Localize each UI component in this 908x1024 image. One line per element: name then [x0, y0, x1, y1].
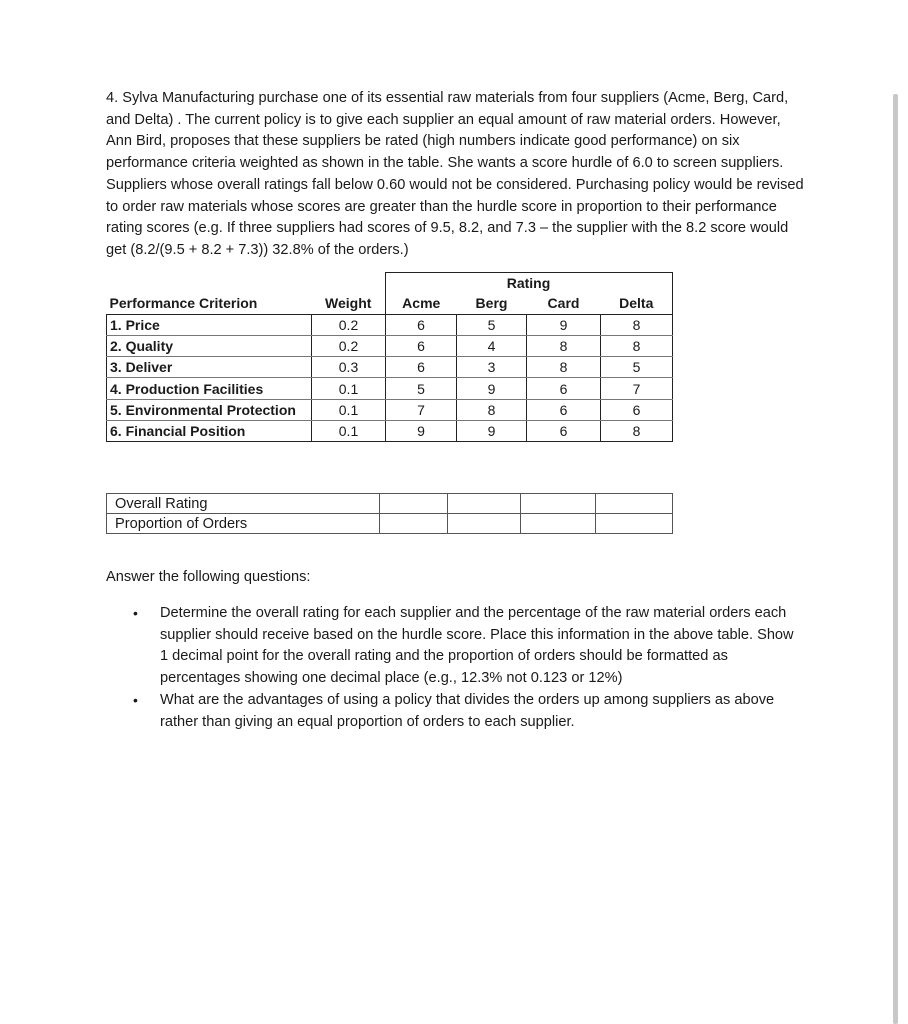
table-row [107, 357, 673, 378]
berg-cell: 9 [457, 378, 527, 399]
scrollbar[interactable] [893, 94, 898, 1024]
card-cell: 8 [527, 357, 601, 378]
berg-cell: 8 [457, 399, 527, 420]
empty-answer-cell [596, 494, 673, 514]
acme-cell: 5 [386, 378, 457, 399]
empty-answer-cell [380, 514, 448, 534]
table-row [107, 421, 673, 442]
rating-group-label: Rating [457, 273, 601, 294]
column-header-row [107, 293, 673, 314]
acme-cell: 9 [386, 421, 457, 442]
berg-cell: 5 [457, 314, 527, 335]
table-row [107, 378, 673, 399]
weight-cell: 0.2 [312, 314, 386, 335]
criterion-cell: 4. Production Facilities [107, 378, 312, 399]
empty-answer-cell [448, 494, 521, 514]
header-card: Card [547, 295, 580, 312]
delta-cell: 8 [601, 421, 673, 442]
acme-cell: 6 [386, 357, 457, 378]
rating-header-row [107, 273, 673, 294]
proportion-row [107, 514, 673, 534]
question-text: Determine the overall rating for each supplier and the percentage of the raw material orders each supplier should receive based on the hurdle score. Place this information in the above table. Show 1 decimal point for the overall rating and the proportion of orders should be formatted as percentages showing one decimal place (e.g., 12.3% not 0.123 or 12%) [160, 605, 794, 687]
header-delta: Delta [601, 293, 673, 314]
criterion-cell: 6. Financial Position [107, 421, 312, 442]
weight-cell: 0.1 [312, 421, 386, 442]
table-row [107, 399, 673, 420]
delta-cell: 7 [601, 378, 673, 399]
overall-rating-row [107, 494, 673, 514]
berg-cell: 4 [457, 335, 527, 356]
acme-cell: 6 [386, 314, 457, 335]
empty-answer-cell [521, 494, 596, 514]
answer-heading: Answer the following questions: [106, 569, 311, 585]
header-weight: Weight [325, 295, 372, 312]
delta-cell: 6 [601, 399, 673, 420]
header-acme: Acme [386, 293, 457, 314]
overall-rating-label: Overall Rating [107, 494, 380, 514]
empty-answer-cell [448, 514, 521, 534]
table-row [107, 314, 673, 335]
weight-cell: 0.1 [312, 399, 386, 420]
weight-cell: 0.3 [312, 357, 386, 378]
delta-cell: 8 [601, 335, 673, 356]
results-table [106, 493, 673, 534]
question-list [133, 603, 800, 733]
berg-cell: 9 [457, 421, 527, 442]
card-cell: 9 [527, 314, 601, 335]
empty-answer-cell [596, 514, 673, 534]
criterion-cell: 2. Quality [107, 335, 312, 356]
problem-statement: 4. Sylva Manufacturing purchase one of its essential raw materials from four suppliers (Acme, Berg, Card, and Delta) . The current policy is to give each supplier an equal amount of raw material orders. However, Ann Bird, proposes that these suppliers be rated (high numbers indicate good performance) on six performance criteria weighted as shown in the table. She wants a score hurdle of 6.0 to screen suppliers. Suppliers whose overall ratings fall below 0.60 would not be considered. Purchasing policy would be revised to order raw materials whose scores are greater than the hurdle score in proportion to their performance rating scores (e.g. If three suppliers had scores of 9.5, 8.2, and 7.3 – the supplier with the 8.2 score would get (8.2/(9.5 + 8.2 + 7.3)) 32.8% of the orders.) [106, 90, 804, 258]
acme-cell: 6 [386, 335, 457, 356]
berg-cell: 3 [457, 357, 527, 378]
card-cell: 6 [527, 421, 601, 442]
empty-answer-cell [521, 514, 596, 534]
delta-cell: 8 [601, 314, 673, 335]
weight-cell: 0.2 [312, 335, 386, 356]
bullet-icon: • [133, 605, 138, 621]
acme-cell: 7 [386, 399, 457, 420]
list-item [133, 690, 800, 733]
list-item [133, 603, 800, 690]
header-criterion: Performance Criterion [109, 295, 258, 312]
criterion-cell: 3. Deliver [107, 357, 312, 378]
criterion-cell: 1. Price [107, 314, 312, 335]
criteria-table [106, 272, 673, 442]
header-berg: Berg [475, 295, 508, 312]
proportion-of-orders-label: Proportion of Orders [107, 514, 380, 534]
card-cell: 6 [527, 399, 601, 420]
table-row [107, 335, 673, 356]
bullet-icon: • [133, 691, 138, 708]
card-cell: 8 [527, 335, 601, 356]
empty-answer-cell [380, 494, 448, 514]
delta-cell: 5 [601, 357, 673, 378]
card-cell: 6 [527, 378, 601, 399]
criterion-cell: 5. Environmental Protection [107, 399, 312, 420]
question-text: What are the advantages of using a policy that divides the orders up among suppliers as above rather than giving an equal proportion of orders to each supplier. [160, 691, 775, 730]
weight-cell: 0.1 [312, 378, 386, 399]
